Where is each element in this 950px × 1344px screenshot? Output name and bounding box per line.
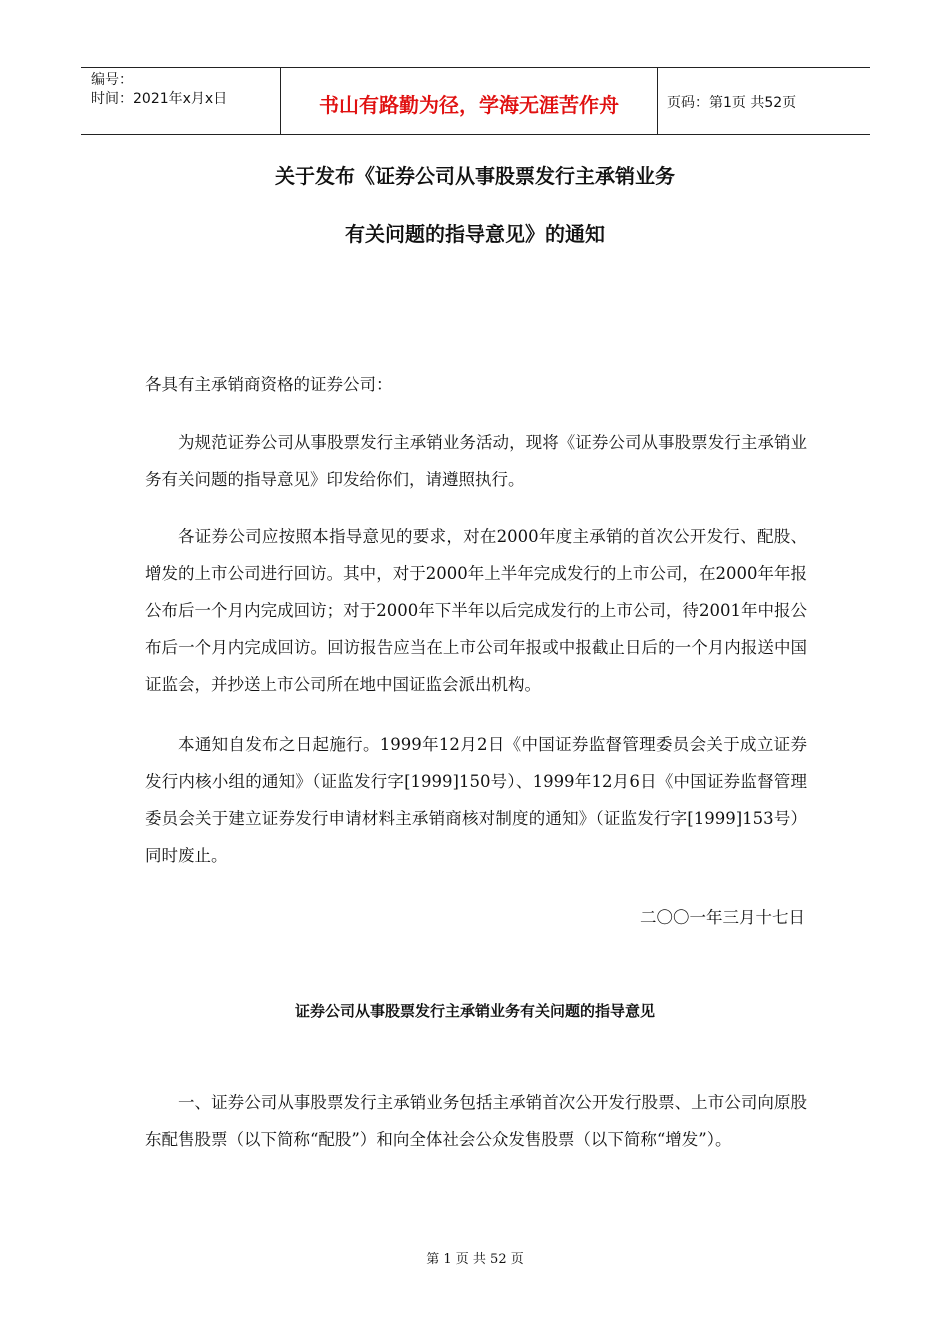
page-footer: 第 1 页 共 52 页 bbox=[426, 1252, 524, 1267]
document-header bbox=[81, 67, 870, 135]
paragraph-3: 本通知自发布之日起施行。1999年12月2日《中国证券监督管理委员会关于成立证券发行内核小组的通知》（证监发行字[1999]150号）、1999年12月6日《中国证券监督管理委员会关于建立证券发行申请材料主承销商核对制度的通知》（证监发行字[1999]153号）同时废止。 bbox=[145, 735, 807, 865]
time-label: 时间：2021年x月x日 bbox=[91, 91, 228, 107]
paragraph-2: 各证券公司应按照本指导意见的要求，对在2000年度主承销的首次公开发行、配股、增发的上市公司进行回访。其中，对于2000年上半年完成发行的上市公司，在2000年年报公布后一个月内完成回访；对于2000年下半年以后完成发行的上市公司，待2001年中报公布后一个月内完成回访。回访报告应当在上市公司年报或中报截止日后的一个月内报送中国证监会，并抄送上市公司所在地中国证监会派出机构。 bbox=[145, 527, 807, 694]
section-subtitle: 证券公司从事股票发行主承销业务有关问题的指导意见 bbox=[294, 1002, 655, 1020]
signing-date: 二〇〇一年三月十七日 bbox=[640, 908, 805, 927]
page-info-text: 页码：第1页 共52页 bbox=[667, 95, 797, 111]
document-title-line2: 有关问题的指导意见》的通知 bbox=[345, 222, 605, 246]
header-page-cell bbox=[658, 68, 870, 134]
salutation: 各具有主承销商资格的证券公司： bbox=[145, 375, 393, 394]
paragraph-1: 为规范证券公司从事股票发行主承销业务活动，现将《证券公司从事股票发行主承销业务有关问题的指导意见》印发给你们，请遵照执行。 bbox=[145, 433, 807, 489]
header-motto-cell bbox=[281, 68, 658, 134]
motto-text: 书山有路勤为径，学海无涯苦作舟 bbox=[319, 92, 619, 117]
paragraph-4: 一、证券公司从事股票发行主承销业务包括主承销首次公开发行股票、上市公司向原股东配售股票（以下简称“配股”）和向全体社会公众发售股票（以下简称“增发”）。 bbox=[145, 1093, 807, 1149]
document-title-line1: 关于发布《证券公司从事股票发行主承销业务 bbox=[275, 164, 675, 188]
header-meta-cell bbox=[81, 68, 281, 134]
serial-number-label: 编号： bbox=[91, 72, 133, 88]
